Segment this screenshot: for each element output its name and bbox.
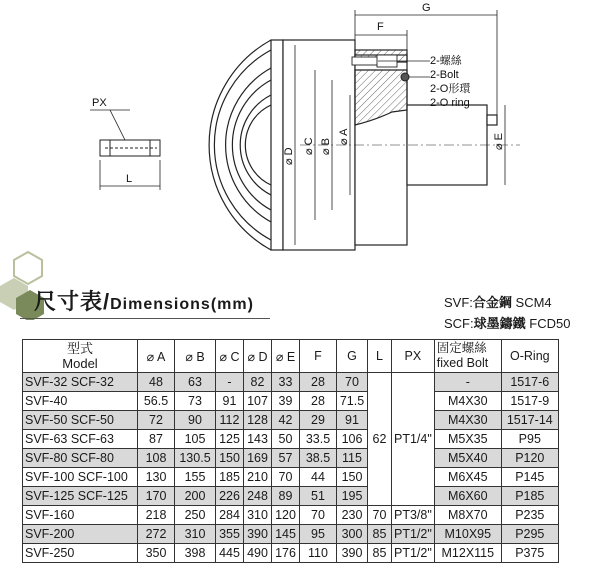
table-cell: 63 xyxy=(175,373,216,392)
table-cell: 350 xyxy=(138,544,175,563)
b-label: ⌀ B xyxy=(320,137,332,155)
table-cell: 355 xyxy=(216,525,244,544)
table-row xyxy=(23,487,559,506)
title-cn: 尺寸表/ xyxy=(34,289,111,314)
table-cell: 284 xyxy=(216,506,244,525)
model-cell: SVF-63 SCF-63 xyxy=(23,430,138,449)
table-cell: 310 xyxy=(175,525,216,544)
o-ring xyxy=(401,73,409,81)
table-cell: 90 xyxy=(175,411,216,430)
table-cell: P120 xyxy=(501,449,558,468)
table-cell: 33 xyxy=(272,373,300,392)
merged-l-cell: 62 xyxy=(368,373,392,506)
table-cell: 218 xyxy=(138,506,175,525)
table-cell: 73 xyxy=(175,392,216,411)
table-row xyxy=(23,430,559,449)
oring-en-label: 2-O ring xyxy=(430,97,470,109)
table-cell: 44 xyxy=(300,468,337,487)
table-cell: M12X115 xyxy=(434,544,501,563)
table-cell: 200 xyxy=(175,487,216,506)
table-cell: M5X40 xyxy=(434,449,501,468)
header-px: PX xyxy=(392,340,435,373)
table-cell: 95 xyxy=(300,525,337,544)
model-cell: SVF-40 xyxy=(23,392,138,411)
table-cell: 38.5 xyxy=(300,449,337,468)
table-cell: 150 xyxy=(216,449,244,468)
table-cell: 248 xyxy=(244,487,272,506)
material-note-scf: SCF:球墨鑄鐵 FCD50 xyxy=(444,316,571,331)
header-b: ⌀ B xyxy=(175,340,216,373)
table-cell: M10X95 xyxy=(434,525,501,544)
table-cell: M8X70 xyxy=(434,506,501,525)
e-label: ⌀ E xyxy=(493,132,505,150)
table-row xyxy=(23,392,559,411)
model-cell: SVF-200 xyxy=(23,525,138,544)
table-cell: 85 xyxy=(368,525,392,544)
table-cell: 169 xyxy=(244,449,272,468)
table-cell: 42 xyxy=(272,411,300,430)
table-cell: - xyxy=(216,373,244,392)
table-row xyxy=(23,373,559,392)
table-cell: 185 xyxy=(216,468,244,487)
table-cell: 390 xyxy=(244,525,272,544)
table-cell: 112 xyxy=(216,411,244,430)
table-cell: 445 xyxy=(216,544,244,563)
dimensions-table xyxy=(22,339,559,563)
table-cell: 250 xyxy=(175,506,216,525)
header-fixed-bolt: 固定螺絲 fixed Bolt xyxy=(434,340,501,373)
table-row xyxy=(23,506,559,525)
title-divider xyxy=(20,318,270,319)
table-cell: 155 xyxy=(175,468,216,487)
table-cell: M4X30 xyxy=(434,411,501,430)
table-cell: 195 xyxy=(337,487,368,506)
table-cell: 145 xyxy=(272,525,300,544)
header-l: L xyxy=(368,340,392,373)
header-oring: O-Ring xyxy=(501,340,558,373)
header-f: F xyxy=(300,340,337,373)
table-cell: M5X35 xyxy=(434,430,501,449)
model-cell: SVF-80 SCF-80 xyxy=(23,449,138,468)
a-label: ⌀ A xyxy=(338,128,350,145)
table-cell: 48 xyxy=(138,373,175,392)
table-cell: 28 xyxy=(300,392,337,411)
table-cell: M6X60 xyxy=(434,487,501,506)
oring-cn-label: 2-O形環 xyxy=(430,83,471,95)
table-cell: 39 xyxy=(272,392,300,411)
table-cell: P235 xyxy=(501,506,558,525)
c-label: ⌀ C xyxy=(303,137,315,155)
table-cell: 70 xyxy=(337,373,368,392)
table-cell: 143 xyxy=(244,430,272,449)
table-cell: - xyxy=(434,373,501,392)
table-cell: 70 xyxy=(368,506,392,525)
table-cell: 50 xyxy=(272,430,300,449)
table-cell: 1517-6 xyxy=(501,373,558,392)
table-cell: M4X30 xyxy=(434,392,501,411)
table-cell: PT1/2" xyxy=(392,525,435,544)
table-cell: 110 xyxy=(300,544,337,563)
table-cell: M6X45 xyxy=(434,468,501,487)
header-c: ⌀ C xyxy=(216,340,244,373)
table-cell: 176 xyxy=(272,544,300,563)
table-cell: 108 xyxy=(138,449,175,468)
page-title xyxy=(34,285,254,316)
header-g: G xyxy=(337,340,368,373)
table-row xyxy=(23,544,559,563)
table-header-row xyxy=(23,340,559,373)
header-a: ⌀ A xyxy=(138,340,175,373)
table-row xyxy=(23,468,559,487)
table-row xyxy=(23,449,559,468)
header-d: ⌀ D xyxy=(244,340,272,373)
technical-drawing xyxy=(0,0,608,262)
model-cell: SVF-250 xyxy=(23,544,138,563)
table-cell: 91 xyxy=(216,392,244,411)
table-cell: 105 xyxy=(175,430,216,449)
model-cell: SVF-160 xyxy=(23,506,138,525)
table-cell: 1517-14 xyxy=(501,411,558,430)
g-label: G xyxy=(422,2,431,14)
table-cell: 120 xyxy=(272,506,300,525)
table-cell: 150 xyxy=(337,468,368,487)
table-cell: 56.5 xyxy=(138,392,175,411)
bolt-cn-label: 2-螺絲 xyxy=(430,55,462,67)
table-cell: 128 xyxy=(244,411,272,430)
table-cell: 390 xyxy=(337,544,368,563)
table-cell: P185 xyxy=(501,487,558,506)
table-cell: PT1/2" xyxy=(392,544,435,563)
table-cell: 170 xyxy=(138,487,175,506)
table-cell: 125 xyxy=(216,430,244,449)
model-cell: SVF-100 SCF-100 xyxy=(23,468,138,487)
table-cell: 272 xyxy=(138,525,175,544)
table-row xyxy=(23,411,559,430)
table-cell: 226 xyxy=(216,487,244,506)
table-cell: 72 xyxy=(138,411,175,430)
table-cell: 71.5 xyxy=(337,392,368,411)
table-cell: 1517-9 xyxy=(501,392,558,411)
merged-px-cell: PT1/4" xyxy=(392,373,435,506)
table-cell: 57 xyxy=(272,449,300,468)
face-view xyxy=(209,40,271,250)
table-cell: 310 xyxy=(244,506,272,525)
table-cell: 106 xyxy=(337,430,368,449)
model-cell: SVF-50 SCF-50 xyxy=(23,411,138,430)
table-cell: 230 xyxy=(337,506,368,525)
table-cell: 130 xyxy=(138,468,175,487)
table-cell: P375 xyxy=(501,544,558,563)
table-cell: 51 xyxy=(300,487,337,506)
header-model: 型式 Model xyxy=(23,340,138,373)
table-cell: P95 xyxy=(501,430,558,449)
table-cell: 115 xyxy=(337,449,368,468)
header-e: ⌀ E xyxy=(272,340,300,373)
table-cell: 70 xyxy=(300,506,337,525)
table-cell: 210 xyxy=(244,468,272,487)
table-cell: 91 xyxy=(337,411,368,430)
table-cell: 87 xyxy=(138,430,175,449)
l-label: L xyxy=(126,173,133,185)
table-cell: 33.5 xyxy=(300,430,337,449)
title-en: Dimensions(mm) xyxy=(110,296,254,313)
table-cell: 89 xyxy=(272,487,300,506)
model-cell: SVF-125 SCF-125 xyxy=(23,487,138,506)
table-cell: 398 xyxy=(175,544,216,563)
f-label: F xyxy=(377,21,384,33)
table-cell: 29 xyxy=(300,411,337,430)
table-cell: P145 xyxy=(501,468,558,487)
table-cell: PT3/8" xyxy=(392,506,435,525)
table-cell: 490 xyxy=(244,544,272,563)
bolt-en-label: 2-Bolt xyxy=(430,69,459,81)
table-cell: 85 xyxy=(368,544,392,563)
table-cell: 82 xyxy=(244,373,272,392)
px-label: PX xyxy=(92,97,107,109)
table-cell: 70 xyxy=(272,468,300,487)
model-cell: SVF-32 SCF-32 xyxy=(23,373,138,392)
table-cell: 28 xyxy=(300,373,337,392)
px-port-fitting xyxy=(100,140,160,156)
table-cell: 300 xyxy=(337,525,368,544)
table-cell: 107 xyxy=(244,392,272,411)
table-row xyxy=(23,525,559,544)
material-note-svf: SVF:合金鋼 SCM4 xyxy=(444,295,552,310)
d-label: ⌀ D xyxy=(283,147,295,165)
table-cell: P295 xyxy=(501,525,558,544)
table-cell: 130.5 xyxy=(175,449,216,468)
